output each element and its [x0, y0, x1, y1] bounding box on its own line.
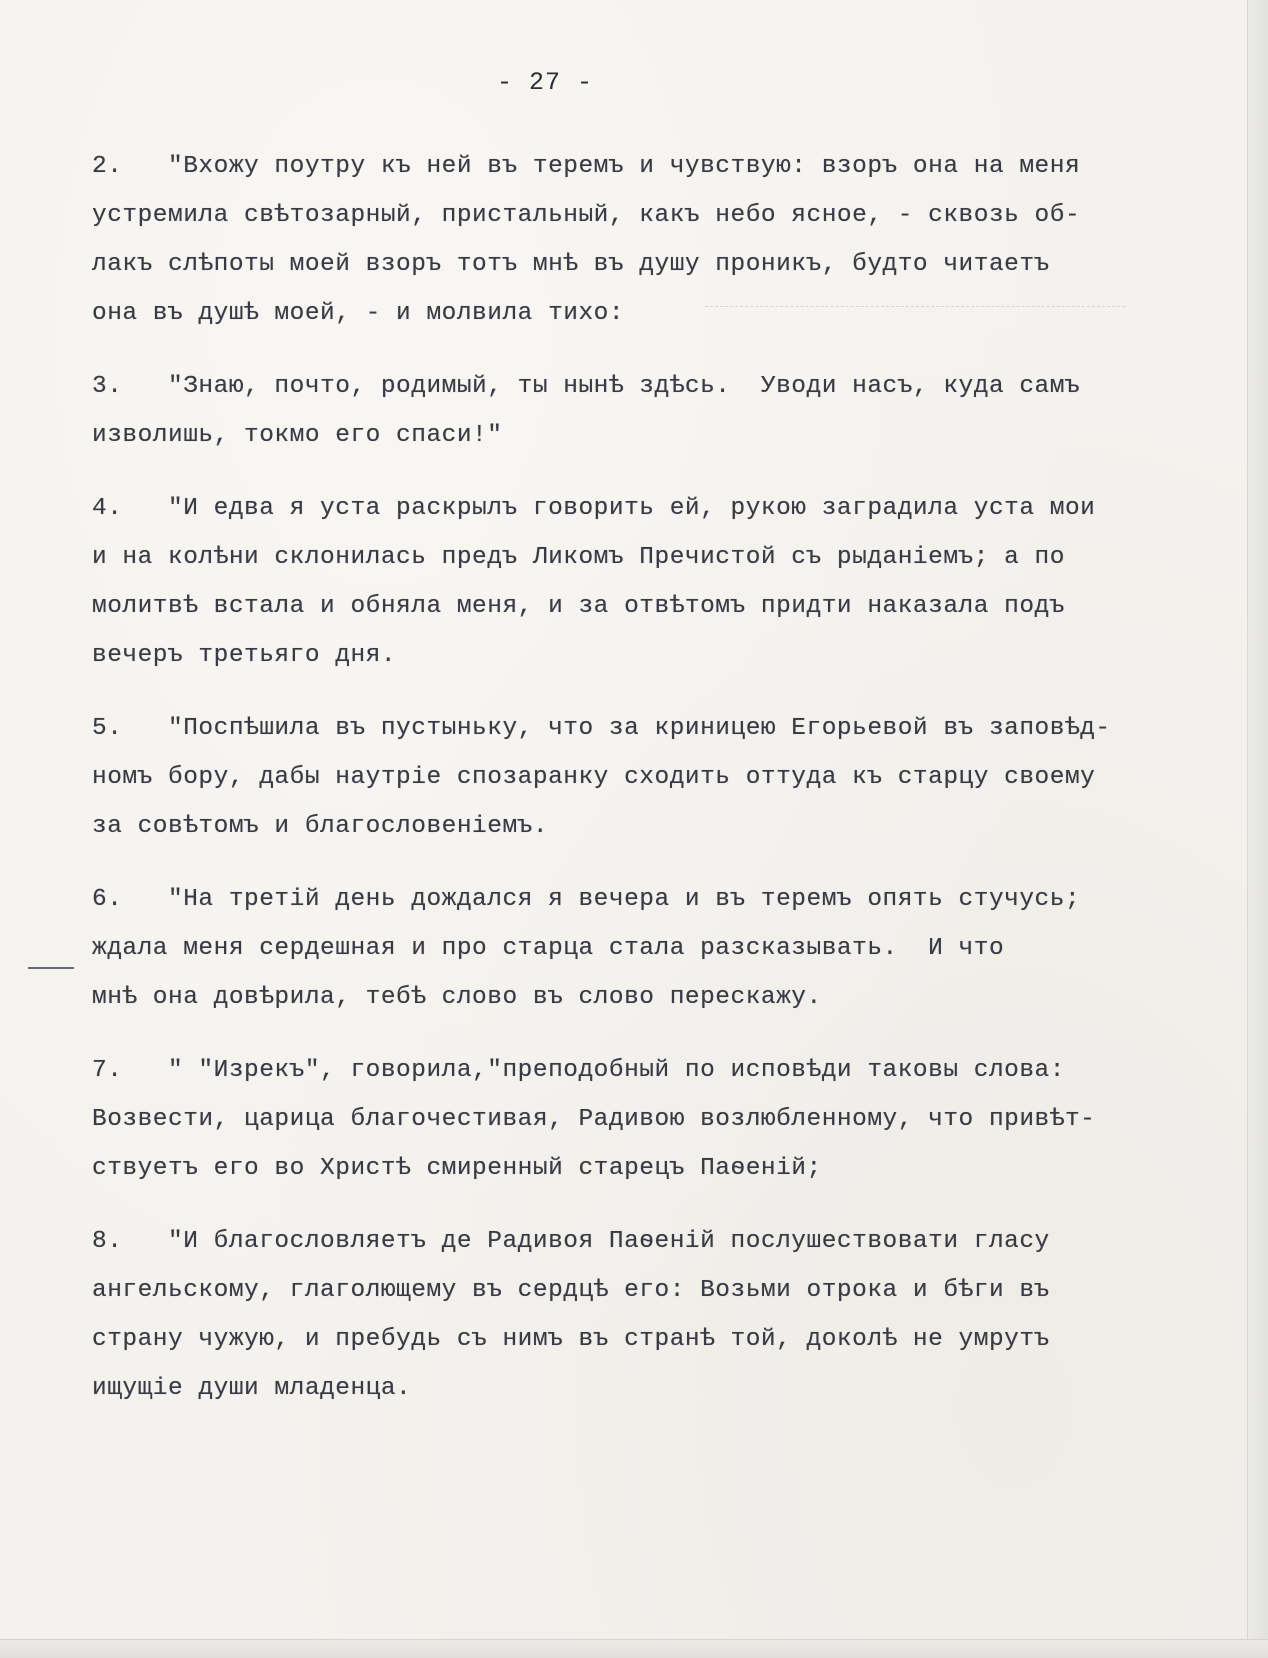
- paragraph-6: [92, 875, 1222, 1022]
- paragraph-3: [92, 362, 1222, 460]
- text-line: ищущіе души младенца.: [92, 1375, 412, 1402]
- text-line: ждала меня сердешная и про старца стала разсказывать. И что: [92, 935, 1005, 962]
- paragraph-7: [92, 1046, 1222, 1193]
- text-line: за совѣтомъ и благословеніемъ.: [92, 813, 549, 840]
- page-number: - 27 -: [496, 68, 593, 97]
- text-line: устремила свѣтозарный, пристальный, какъ небо ясное, - сквозь об-: [92, 202, 1081, 229]
- text-line: молитвѣ встала и обняла меня, и за отвѣтомъ придти наказала подъ: [92, 593, 1065, 620]
- page-bottom-edge: [0, 1639, 1268, 1658]
- text-line: Возвести, царица благочестивая, Радивою возлюбленному, что привѣт-: [92, 1106, 1096, 1133]
- text-line: она въ душѣ моей, - и молвила тихо:: [92, 300, 625, 327]
- paragraph-8: [92, 1217, 1222, 1413]
- margin-mark: [28, 967, 74, 969]
- text-line: 5. "Поспѣшила въ пустыньку, что за криницею Егорьевой въ заповѣд-: [92, 715, 1111, 742]
- text-line: ствуетъ его во Христѣ смиренный старецъ Паѳеній;: [92, 1155, 822, 1182]
- text-line: вечеръ третьяго дня.: [92, 642, 397, 669]
- typewritten-text: [92, 142, 1222, 1437]
- paragraph-2: [92, 142, 1222, 338]
- page-right-edge: [1247, 0, 1268, 1658]
- text-line: 3. "Знаю, почто, родимый, ты нынѣ здѣсь. Уводи насъ, куда самъ: [92, 373, 1081, 400]
- text-line: мнѣ она довѣрила, тебѣ слово въ слово перескажу.: [92, 984, 822, 1011]
- text-line: страну чужую, и пребудь съ нимъ въ странѣ той, доколѣ не умрутъ: [92, 1326, 1050, 1353]
- text-line: ангельскому, глаголющему въ сердцѣ его: Возьми отрока и бѣги въ: [92, 1277, 1050, 1304]
- text-line: и на колѣни склонилась предъ Ликомъ Пречистой съ рыданіемъ; а по: [92, 544, 1065, 571]
- paragraph-4: [92, 484, 1222, 680]
- text-line: 4. "И едва я уста раскрылъ говорить ей, рукою заградила уста мои: [92, 495, 1096, 522]
- text-line: номъ бору, дабы наутріе спозаранку сходить оттуда къ старцу своему: [92, 764, 1096, 791]
- text-line: 6. "На третій день дождался я вечера и въ теремъ опять стучусь;: [92, 886, 1081, 913]
- text-line: лакъ слѣпоты моей взоръ тотъ мнѣ въ душу проникъ, будто читаетъ: [92, 251, 1050, 278]
- text-line: 7. " "Изрекъ", говорила,"преподобный по исповѣди таковы слова:: [92, 1057, 1065, 1084]
- text-line: изволишь, токмо его спаси!": [92, 422, 503, 449]
- text-line: 8. "И благословляетъ де Радивоя Паѳеній послушествовати гласу: [92, 1228, 1050, 1255]
- paragraph-5: [92, 704, 1222, 851]
- text-line: 2. "Вхожу поутру къ ней въ теремъ и чувствую: взоръ она на меня: [92, 153, 1081, 180]
